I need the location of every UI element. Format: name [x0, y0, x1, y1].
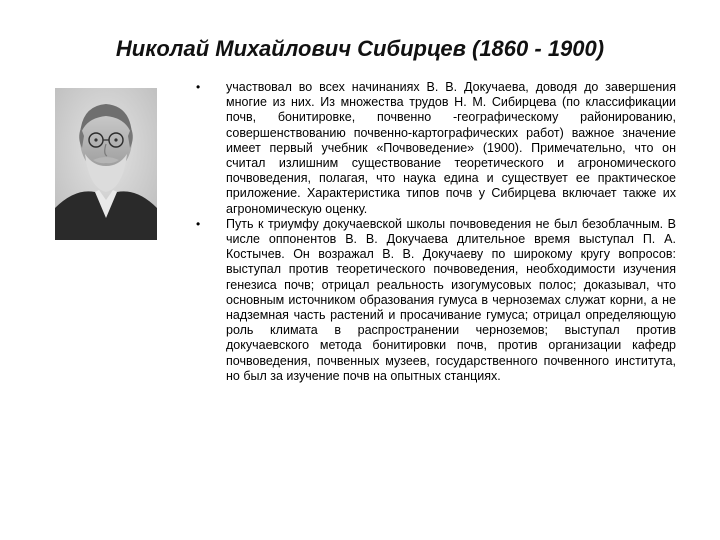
bullet-text: участвовал во всех начинаниях В. В. Докучаева, доводя до завершения многие из них. Из множества трудов Н. М. Сибирцева (по классификации почв, бонитировке, почвенно -географическому районированию, совершенствованию почвенно-картографических работ) важное значение имеет первый учебник «Почвоведение» (1900). Примечательно, что он считал излишним существование теоретического и агрономического почвоведения, полагая, что наука едина и существует ее практическое приложение. Характеристика типов почв у Сибирцева включает также их агрономическую оценку. — [226, 80, 676, 216]
portrait-photo — [55, 88, 157, 240]
list-item — [196, 217, 676, 384]
slide-title: Николай Михайлович Сибирцев (1860 - 1900) — [115, 36, 605, 61]
bullet-list — [196, 80, 676, 384]
bullet-marker: • — [196, 80, 201, 94]
bullet-marker: • — [196, 216, 201, 231]
bullet-text: Путь к триумфу докучаевской школы почвоведения не был безоблачным. В числе оппонентов В. В. Докучаева длительное время выступал П. А. Костычев. Он возражал В. В. Докучаеву по широкому кругу вопросов: выступал против теоретического почвоведения, необходимости изучения генезиса почв; отрицал реальность изогумусовых полос; доказывал, что основным источником образования гумуса в черноземах служат корни, а не надземная часть растений и просачивание гумуса; отрицал определяющую роль климата в распространении черноземов; выступал против докучаевского метода бонитировки почв, против организации кафедр почвоведения, почвенных музеев, государственного почвенного института, но был за изучение почв на опытных станциях. — [226, 216, 676, 383]
list-item — [196, 80, 676, 217]
